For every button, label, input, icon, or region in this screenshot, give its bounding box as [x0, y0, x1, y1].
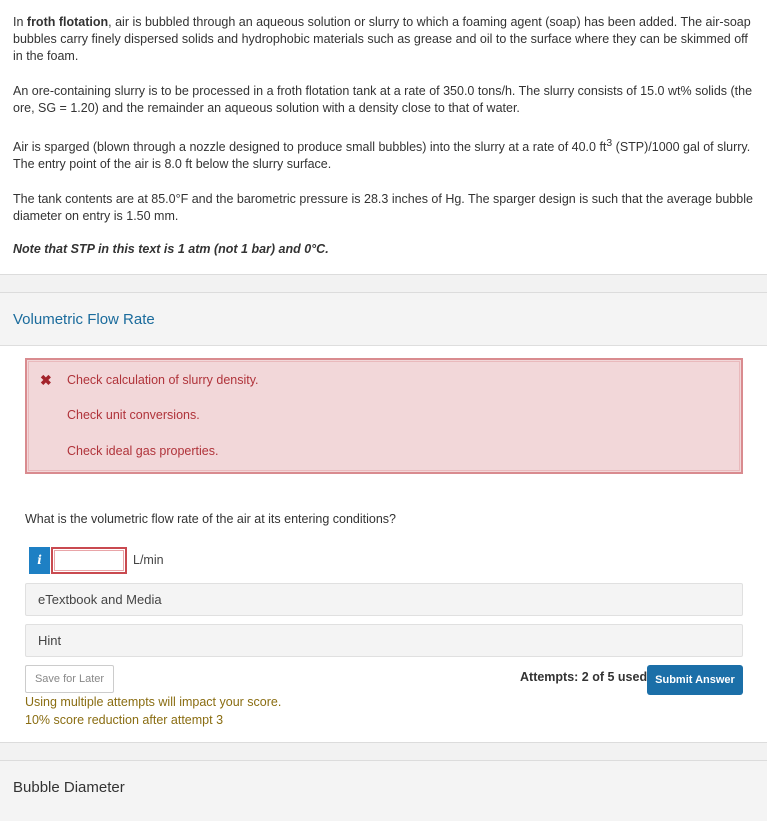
answer-input[interactable] [51, 547, 127, 574]
section-title[interactable]: Bubble Diameter [0, 761, 767, 821]
section-title[interactable]: Volumetric Flow Rate [0, 293, 767, 346]
feedback-item: Check ideal gas properties. [67, 444, 219, 458]
problem-paragraph-4: The tank contents are at 85.0°F and the barometric pressure is 28.3 inches of Hg. The sparger design is such that the average bubble diameter on entry is 1.50 mm. [13, 192, 753, 224]
feedback-item: Check calculation of slurry density. [67, 373, 259, 387]
problem-paragraph-3 [13, 135, 754, 173]
section-volumetric-flow-rate [0, 292, 767, 743]
unit-label: L/min [133, 553, 164, 567]
paragraph-text: , air is bubbled through an aqueous solution or slurry to which a foaming agent (soap) has been added. The air-soap bubbles carry finely dispersed solids and hydrophobic materials such as grease and oil to the surface where they can be skimmed off in the foam. [13, 15, 751, 63]
problem-paragraph-2: An ore-containing slurry is to be processed in a froth flotation tank at a rate of 350.0 tons/h. The slurry consists of 15.0 wt% solids (the ore, SG = 1.20) and the remainder an aqueous solution with a density close to that of water. [13, 84, 753, 115]
problem-statement [0, 0, 767, 275]
problem-paragraph-1 [13, 14, 754, 65]
paragraph-text: In [13, 15, 27, 29]
etextbook-expander[interactable]: eTextbook and Media [25, 583, 743, 616]
attempt-warning: Using multiple attempts will impact your score. [25, 695, 282, 709]
submit-answer-button[interactable]: Submit Answer [647, 665, 743, 695]
stp-note: Note that STP in this text is 1 atm (not 1 bar) and 0°C. [13, 242, 329, 257]
paragraph-text: Air is sparged (blown through a nozzle designed to produce small bubbles) into the slurry at a rate of 40.0 ft [13, 140, 607, 155]
paragraph-text: (STP)/1000 gal of slurry. The entry point of the air is 8.0 ft below the slurry surface. [13, 140, 751, 172]
info-icon[interactable]: i [29, 547, 50, 574]
feedback-item: Check unit conversions. [67, 408, 200, 422]
bold-term: froth flotation [26, 15, 109, 29]
feedback-box [25, 358, 743, 474]
attempts-counter: Attempts: 2 of 5 used [520, 670, 648, 684]
section-bubble-diameter [0, 760, 767, 820]
question-text: What is the volumetric flow rate of the air at its entering conditions? [25, 512, 397, 526]
score-reduction-note: 10% score reduction after attempt 3 [25, 713, 224, 727]
save-for-later-button[interactable]: Save for Later [25, 665, 114, 693]
error-x-icon: ✖ [40, 372, 52, 388]
hint-expander[interactable]: Hint [25, 624, 743, 657]
superscript: 3 [606, 138, 613, 149]
